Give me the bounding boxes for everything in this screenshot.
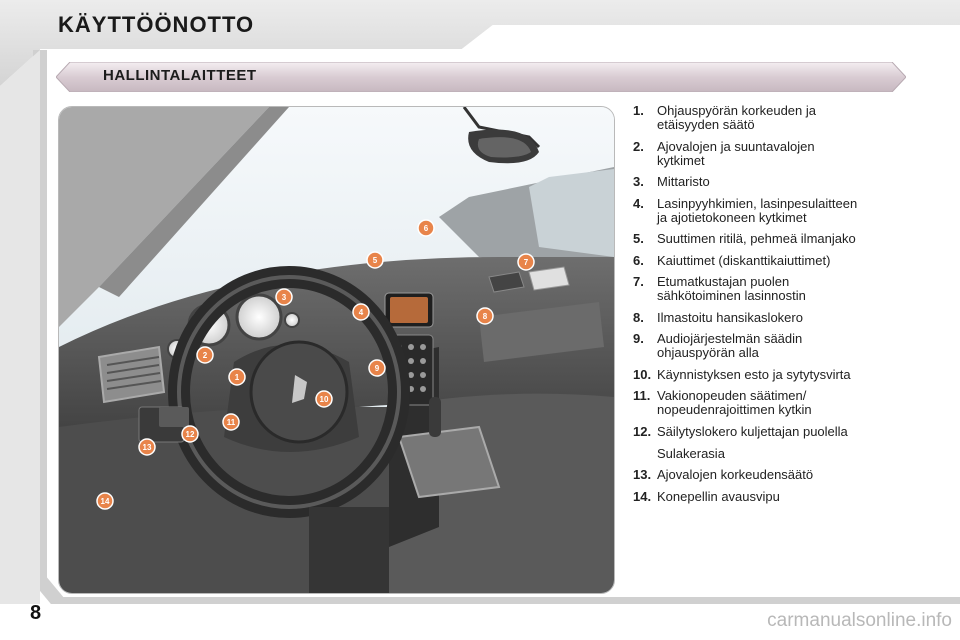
callout-label: 1 <box>234 373 240 382</box>
section-title: HALLINTALAITTEET <box>103 67 257 84</box>
legend-number: 4. <box>633 195 644 211</box>
legend-text: Ajovalojen korkeudensäätö <box>657 467 814 482</box>
dashboard-illustration <box>58 106 615 594</box>
callout-marker <box>477 308 493 324</box>
legend-text: Käynnistyksen esto ja sytytysvirta <box>657 366 851 382</box>
legend-item <box>630 275 930 303</box>
callout-marker <box>367 252 383 268</box>
callout-label: 4 <box>358 308 364 317</box>
callout-marker <box>316 391 332 407</box>
legend-text: Vakionopeuden säätimen/ nopeudenrajoittimen kytkin <box>657 388 812 417</box>
legend-item <box>630 232 930 246</box>
legend-text: Suuttimen ritilä, pehmeä ilmanjako <box>657 231 856 246</box>
legend-text: Audiojärjestelmän säädin ohjauspyörän alla <box>657 331 803 360</box>
callout-label: 10 <box>319 395 329 404</box>
callout-marker <box>229 369 245 385</box>
callout-label: 11 <box>226 418 236 427</box>
legend-item <box>630 197 930 225</box>
callout-marker <box>197 347 213 363</box>
callout-marker <box>276 289 292 305</box>
callout-label: 7 <box>523 258 529 267</box>
callout-label: 8 <box>482 312 488 321</box>
callout-marker <box>418 220 434 236</box>
legend-item <box>630 175 930 189</box>
legend-number: 13. <box>633 467 652 482</box>
callout-marker <box>353 304 369 320</box>
legend-item <box>630 368 930 382</box>
legend-item <box>630 104 930 132</box>
legend-number: 1. <box>633 103 644 118</box>
legend-number: 11. <box>633 388 651 403</box>
callout-label: 3 <box>281 293 287 302</box>
legend-text: Ilmastoitu hansikaslokero <box>657 309 803 325</box>
callout-layer <box>59 107 614 593</box>
legend-item <box>630 254 930 268</box>
callout-marker <box>139 439 155 455</box>
watermark: carmanualsonline.info <box>767 610 952 631</box>
callout-marker <box>518 254 534 270</box>
legend-item <box>630 140 930 168</box>
legend-text: Konepellin avausvipu <box>657 488 780 504</box>
legend-number: 3. <box>633 174 644 189</box>
legend-number: 10. <box>633 366 652 382</box>
callout-label: 6 <box>423 224 429 233</box>
legend-item <box>630 425 930 461</box>
legend-number: 6. <box>633 252 644 268</box>
legend-text: Kaiuttimet (diskanttikaiuttimet) <box>657 252 831 268</box>
legend-text: Mittaristo <box>657 174 710 189</box>
legend-number: 2. <box>633 138 644 154</box>
callout-marker <box>223 414 239 430</box>
callout-label: 2 <box>202 351 208 360</box>
legend-number: 12. <box>633 423 652 439</box>
callout-label: 9 <box>374 364 380 373</box>
legend-text: Etumatkustajan puolen sähkötoiminen lasinnostin <box>657 274 806 303</box>
page-title: KÄYTTÖÖNOTTO <box>58 12 255 37</box>
callout-label: 13 <box>142 443 152 452</box>
legend-item <box>630 490 930 504</box>
legend-number: 8. <box>633 309 644 325</box>
legend-item <box>630 332 930 360</box>
legend-text: Ajovalojen ja suuntavalojen kytkimet <box>657 138 815 168</box>
legend-list <box>630 104 930 511</box>
legend-item <box>630 468 930 482</box>
legend-number: 5. <box>633 231 644 246</box>
legend-item <box>630 389 930 417</box>
legend-subtext: Sulakerasia <box>657 445 725 461</box>
legend-item <box>630 311 930 325</box>
legend-text: Lasinpyyhkimien, lasinpesulaitteen ja ajotietokoneen kytkimet <box>657 195 858 225</box>
callout-marker <box>369 360 385 376</box>
legend-text: Säilytyslokero kuljettajan puolella <box>657 423 848 439</box>
legend-number: 9. <box>633 331 644 346</box>
callout-label: 14 <box>100 497 110 506</box>
callout-label: 12 <box>185 430 195 439</box>
legend-number: 14. <box>633 488 652 504</box>
callout-marker <box>97 493 113 509</box>
callout-label: 5 <box>372 256 378 265</box>
callout-marker <box>182 426 198 442</box>
legend-text: Ohjauspyörän korkeuden ja etäisyyden säätö <box>657 103 816 132</box>
legend-number: 7. <box>633 274 644 289</box>
page-number: 8 <box>30 602 42 624</box>
